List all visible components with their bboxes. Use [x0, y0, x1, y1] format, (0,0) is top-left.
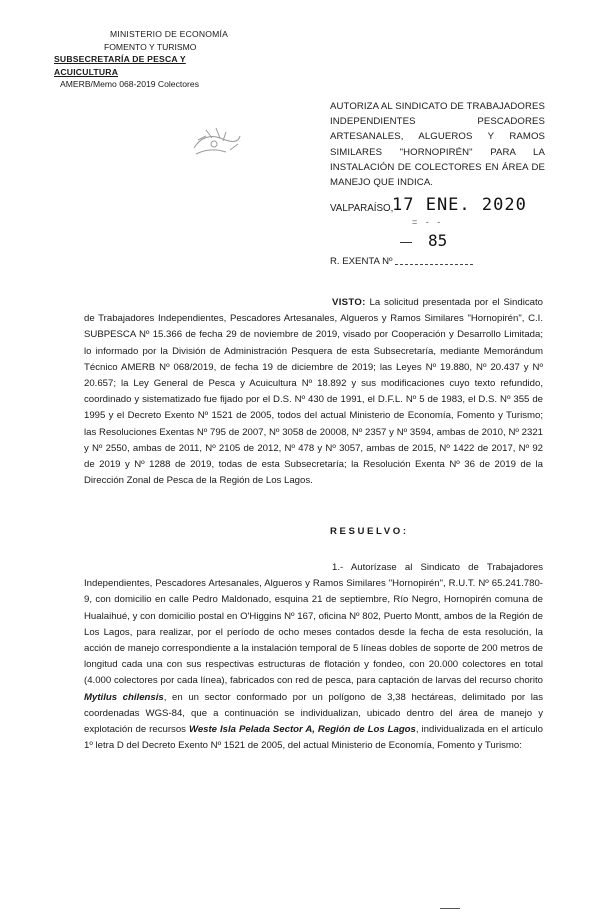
ministry-line-2: FOMENTO Y TURISMO: [104, 41, 197, 52]
ministry-line-1: MINISTERIO DE ECONOMÍA: [110, 29, 229, 39]
date-stamp: 17 ENE. 2020: [392, 195, 527, 215]
article-1-part-c: , individualizada en el artículo 1º letra D del Decreto Exento Nº 1521 de 2005, del actual Ministerio de Economía, Fomento y Turismo:: [84, 724, 543, 752]
number-rule: [395, 264, 473, 265]
resolution-number: 85: [428, 231, 448, 250]
visto-label: VISTO:: [332, 297, 366, 308]
visto-text: La solicitud presentada por el Sindicato de Trabajadores Independientes, Pescadores Artesanales, Algueros y Ramos Similares "Hornopirén", C.I. SUBPESCA Nº 15.366 de fecha 29 de noviembre de 2019, visado por Cooperación y Desarrollo Limitada; lo informado por la División de Administración Pesquera de esta Subsecretaría, mediante Memorándum Técnico AMERB Nº 068/2019, de fecha 19 de diciembre de 2019; las Leyes Nº 19.880, Nº 20.437 y Nº 20.657; la Ley General de Pesca y Acuicultura Nº 18.892 y sus modificaciones cuyo texto refundido, coordinado y sistematizado fue fijado por el D.S. Nº 430 de 1991, el D.F.L. Nº 5 de 1983, el D.S. Nº 355 de 1995 y el Decreto Exento Nº 1521 de 2005, todos del actual Ministerio de Economía, Fomento y Turismo; las Resoluciones Exentas Nº 795 de 2007, Nº 3058 de 20008, Nº 2357 y Nº 3594, ambas de 2010, Nº 2321 y Nº 2550, ambas de 2011, Nº 2105 de 2012, Nº 478 y Nº 3057, ambas de 2015, Nº 1422 de 2017, Nº 92 de 2019 y Nº 1288 de 2019, todas de esta Subsecretaría; la Resolución Exenta Nº 36 de 2019 de la Dirección Zonal de Pesca de la Región de Los Lagos.: [84, 297, 543, 487]
place-label: VALPARAÍSO,: [330, 203, 394, 214]
footer-mark: [440, 908, 460, 909]
article-1-part-b: , en un sector conformado por un polígono de 3,38 hectáreas, delimitado por las coordenadas WGS-84, que a continuación se individualizan, ubicado dentro del área de manejo y explotación de recursos: [84, 691, 543, 736]
subsecretaria-line: SUBSECRETARÍA DE PESCA Y ACUICULTURA: [54, 54, 186, 77]
article-1-paragraph: [84, 560, 543, 754]
stamp-mark: [186, 120, 246, 166]
stamp-marks: = - -: [412, 217, 444, 227]
document-title: AUTORIZA AL SINDICATO DE TRABAJADORES INDEPENDIENTES PESCADORES ARTESANALES, ALGUEROS Y RAMOS SIMILARES "HORNOPIRÉN" PARA LA INSTALACIÓN DE COLECTORES EN ÁREA DE MANEJO QUE INDICA.: [330, 101, 545, 189]
resolution-label: [330, 256, 473, 267]
letterhead: [54, 28, 244, 91]
visto-paragraph: [84, 295, 543, 489]
species-name: Mytilus chilensis: [84, 691, 164, 703]
resolution-label-text: R. EXENTA Nº: [330, 256, 393, 267]
article-1-part-a: 1.- Autorízase al Sindicato de Trabajadores Independientes, Pescadores Artesanales, Algueros y Ramos Similares "Hornopirén", R.U.T. Nº 65.241.780-9, con domicilio en calle Pedro Maldonado, esquina 21 de septiembre, Río Negro, Hornopirén comuna de Hualaihué, y con domicilio postal en O'Higgins Nº 167, oficina Nº 802, Puerto Montt, ambos de la Región de Los Lagos, para realizar, por el período de ocho meses contados desde la fecha de esta resolución, la acción de manejo correspondiente a la instalación temporal de 5 líneas dobles de soporte de 200 metros de longitud cada una con sus respectivas estructuras de flotación y fondeo, con 20.000 colectores en total (4.000 colectores por cada línea), fabricados con red de pesca, para captación de larvas del recurso chorito: [84, 562, 543, 687]
area-name: Weste Isla Pelada Sector A, Región de Los Lagos: [188, 724, 416, 736]
reference-line: AMERB/Memo 068-2019 Colectores: [60, 79, 199, 89]
resuelvo-heading: RESUELVO:: [330, 526, 409, 537]
dash-mark: [400, 242, 412, 243]
